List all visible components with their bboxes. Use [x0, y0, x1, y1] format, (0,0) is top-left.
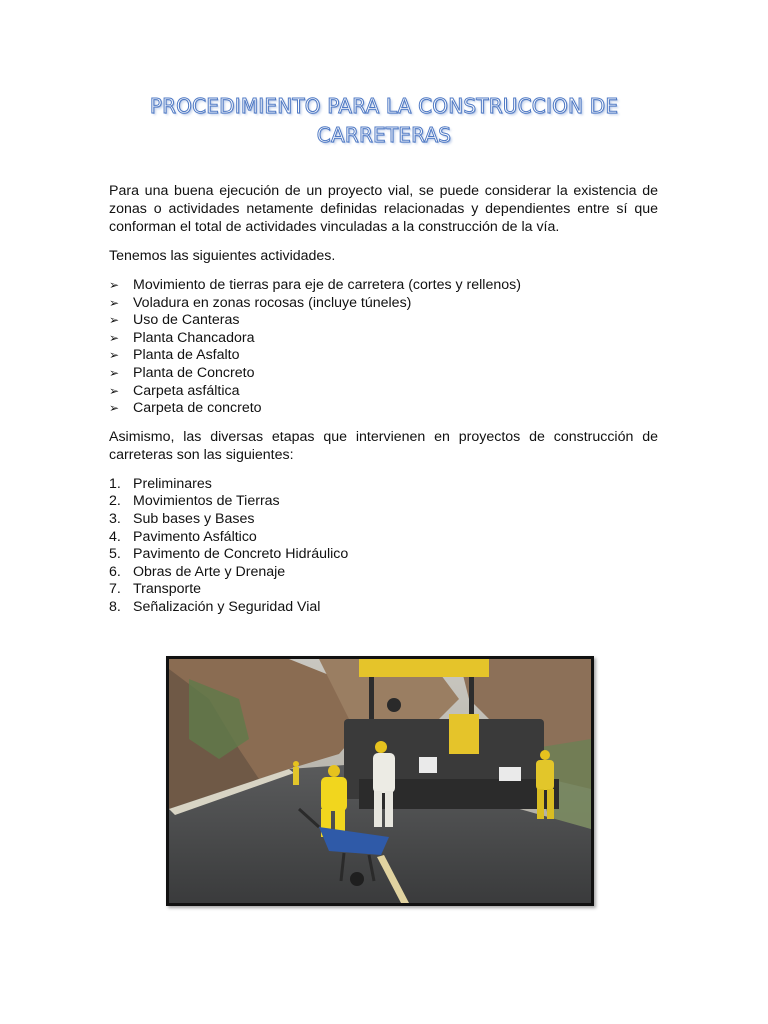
- worker-far: [293, 761, 299, 785]
- list-item: ➢ Carpeta de concreto: [109, 400, 262, 417]
- paving-scene-illustration: [169, 659, 591, 903]
- document-body: [109, 182, 658, 627]
- list-item: 3. Sub bases y Bases: [109, 510, 255, 527]
- intro-paragraph: Para una buena ejecución de un proyecto vial, se puede considerar la existencia de zonas o actividades netamente definidas relacionadas y dependientes entre sí que conforman el total de actividades vinculadas a la construcción de la vía.: [109, 183, 658, 235]
- arrow-bullet-icon: ➢: [109, 401, 120, 416]
- stages-list: [109, 475, 658, 616]
- list-item: ➢ Carpeta asfáltica: [109, 382, 240, 399]
- arrow-bullet-icon: ➢: [109, 330, 120, 345]
- list-item: ➢ Planta de Concreto: [109, 364, 255, 381]
- list-item: ➢ Planta de Asfalto: [109, 347, 240, 364]
- operator: [387, 698, 401, 712]
- list-item: 6. Obras de Arte y Drenaje: [109, 563, 286, 580]
- list-item: 7. Transporte: [109, 581, 202, 598]
- arrow-bullet-icon: ➢: [109, 278, 120, 292]
- paver-canopy: [359, 659, 489, 677]
- asphalt-paving-photo: [166, 656, 594, 906]
- list-item: ➢ Uso de Canteras: [109, 312, 240, 329]
- list-item: ➢ Movimiento de tierras para eje de carretera (cortes y rellenos): [109, 277, 521, 293]
- arrow-bullet-icon: ➢: [109, 365, 120, 380]
- stages-intro-paragraph: Asimismo, las diversas etapas que intervienen en proyectos de construcción de carreteras son las siguientes:: [109, 428, 658, 463]
- activities-list: [109, 276, 658, 417]
- page-title: [0, 92, 768, 150]
- list-item: ➢ Planta Chancadora: [109, 329, 255, 346]
- arrow-bullet-icon: ➢: [109, 295, 120, 310]
- activities-heading: Tenemos las siguientes actividades.: [109, 248, 336, 264]
- arrow-bullet-icon: ➢: [109, 348, 120, 363]
- title-line-1: PROCEDIMIENTO PARA LA CONSTRUCCION DE: [149, 94, 619, 118]
- list-item: 8. Señalización y Seguridad Vial: [109, 598, 321, 615]
- title-line-2: CARRETERAS: [316, 123, 452, 147]
- list-item: ➢ Voladura en zonas rocosas (incluye túneles): [109, 294, 412, 311]
- list-item: 5. Pavimento de Concreto Hidráulico: [109, 546, 349, 563]
- list-item: 2. Movimientos de Tierras: [109, 493, 280, 510]
- list-item: 4. Pavimento Asfáltico: [109, 528, 257, 545]
- list-item: 1. Preliminares: [109, 475, 212, 492]
- arrow-bullet-icon: ➢: [109, 313, 120, 328]
- arrow-bullet-icon: ➢: [109, 383, 120, 398]
